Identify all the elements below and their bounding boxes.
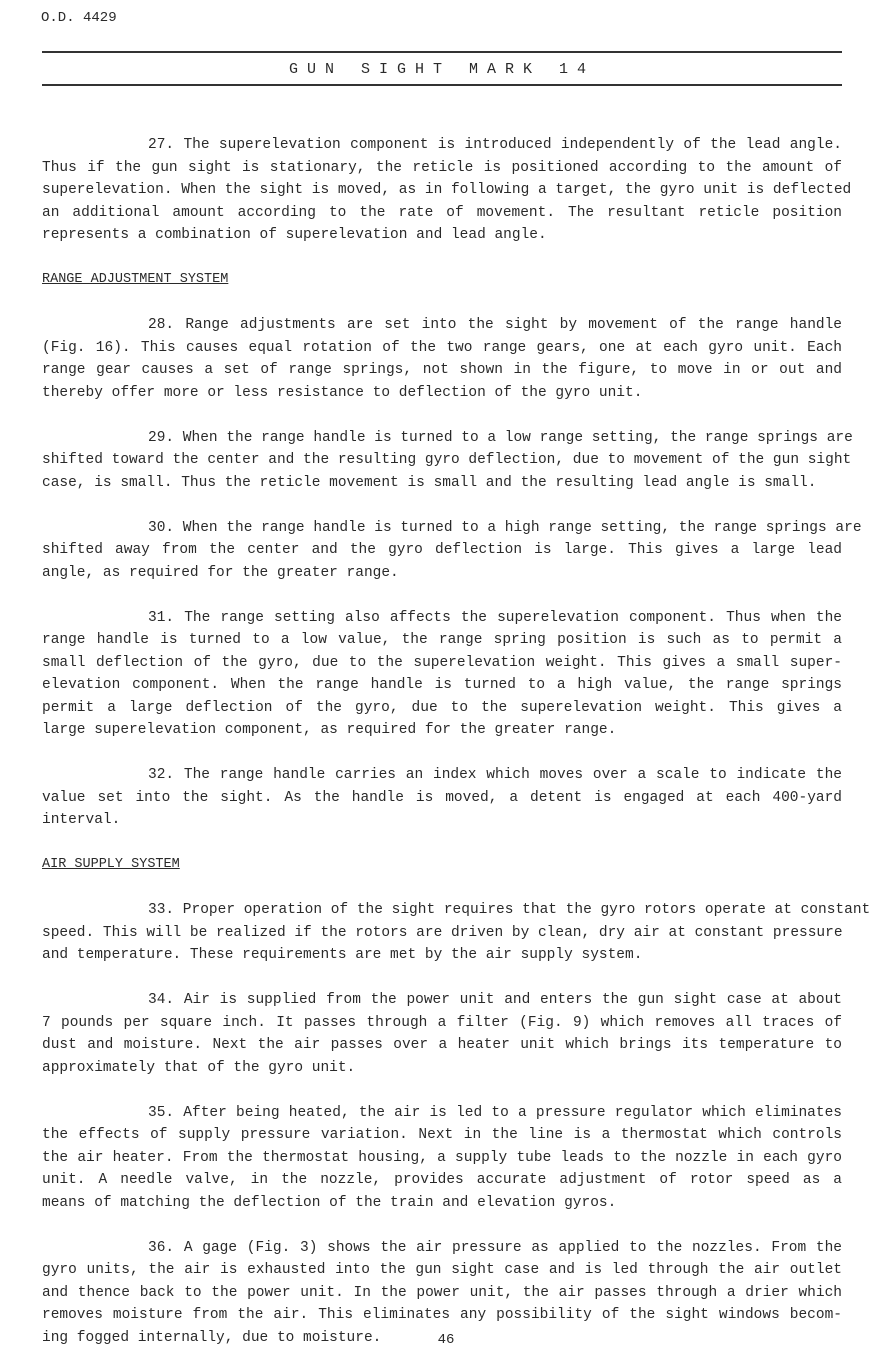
text-line: and thence back to the power unit. In the power unit, the air passes through a drier which: [42, 1284, 842, 1301]
section-heading: AIR SUPPLY SYSTEM: [42, 857, 180, 872]
section-heading: RANGE ADJUSTMENT SYSTEM: [42, 272, 229, 287]
document-id: O.D. 4429: [41, 10, 117, 26]
paragraph: [42, 1102, 842, 1215]
document-body: [42, 134, 871, 1372]
text-line: value set into the sight. As the handle is moved, a detent is engaged at each 400-yard: [42, 789, 842, 806]
text-line: permit a large deflection of the gyro, due to the superelevation weight. This gives a: [42, 699, 842, 716]
text-line: means of matching the deflection of the train and elevation gyros.: [42, 1194, 617, 1211]
header-rule-top: [42, 51, 842, 53]
text-line: 29. When the range handle is turned to a low range setting, the range springs are: [148, 429, 853, 446]
text-line: Thus if the gun sight is stationary, the reticle is positioned according to the amount of: [42, 159, 842, 176]
text-line: 27. The superelevation component is introduced independently of the lead angle.: [148, 137, 842, 153]
text-line: an additional amount according to the rate of movement. The resultant reticle position: [42, 204, 842, 221]
text-line: 32. The range handle carries an index which moves over a scale to indicate the: [148, 767, 842, 783]
text-line: removes moisture from the air. This eliminates any possibility of the sight windows becom-: [42, 1307, 842, 1323]
text-line: (Fig. 16). This causes equal rotation of the two range gears, one at each gyro unit. Each: [42, 339, 842, 356]
paragraph: [42, 764, 842, 832]
paragraph: [42, 427, 853, 495]
header-rule-bottom: [42, 84, 842, 86]
paragraph: [42, 134, 852, 247]
text-line: shifted toward the center and the resulting gyro deflection, due to movement of the gun sight: [42, 452, 852, 468]
text-line: interval.: [42, 812, 121, 828]
text-line: 35. After being heated, the air is led to a pressure regulator which eliminates: [148, 1104, 842, 1121]
text-line: range handle is turned to a low value, the range spring position is such as to permit a: [42, 632, 842, 648]
paragraph: [42, 607, 842, 742]
paragraph: [42, 517, 862, 585]
text-line: small deflection of the gyro, due to the superelevation weight. This gives a small super-: [42, 654, 842, 671]
page-title: GUN SIGHT MARK 14: [288, 61, 596, 78]
paragraph: [42, 899, 871, 967]
text-line: range gear causes a set of range springs, not shown in the figure, to move in or out and: [42, 362, 842, 378]
text-line: and temperature. These requirements are met by the air supply system.: [42, 947, 643, 963]
text-line: gyro units, the air is exhausted into the gun sight case and is led through the air outlet: [42, 1262, 842, 1278]
text-line: angle, as required for the greater range.: [42, 564, 399, 581]
text-line: 36. A gage (Fig. 3) shows the air pressure as applied to the nozzles. From the: [148, 1239, 842, 1256]
text-line: elevation component. When the range handle is turned to a high value, the range springs: [42, 677, 842, 693]
text-line: 34. Air is supplied from the power unit and enters the gun sight case at about: [148, 992, 842, 1008]
text-line: the effects of supply pressure variation. Next in the line is a thermostat which controls: [42, 1127, 842, 1143]
text-line: large superelevation component, as required for the greater range.: [42, 722, 617, 738]
text-line: shifted away from the center and the gyro deflection is large. This gives a large lead: [42, 542, 842, 558]
text-line: case, is small. Thus the reticle movement is small and the resulting lead angle is small.: [42, 474, 817, 491]
text-line: 30. When the range handle is turned to a high range setting, the range springs are: [148, 519, 862, 536]
text-line: superelevation. When the sight is moved, as in following a target, the gyro unit is deflected: [42, 182, 852, 198]
text-line: the air heater. From the thermostat housing, a supply tube leads to the nozzle in each gyro: [42, 1149, 842, 1166]
paragraph: [42, 314, 842, 404]
text-line: ing fogged internally, due to moisture.: [42, 1329, 382, 1346]
text-line: 7 pounds per square inch. It passes through a filter (Fig. 9) which removes all traces of: [42, 1014, 842, 1031]
text-line: represents a combination of superelevation and lead angle.: [42, 227, 547, 243]
text-line: thereby offer more or less resistance to deflection of the gyro unit.: [42, 384, 643, 401]
paragraph: [42, 989, 842, 1079]
page-number: 46: [437, 1332, 455, 1348]
text-line: approximately that of the gyro unit.: [42, 1059, 356, 1076]
text-line: unit. A needle valve, in the nozzle, provides accurate adjustment of rotor speed as a: [42, 1172, 842, 1188]
text-line: 28. Range adjustments are set into the sight by movement of the range handle: [148, 317, 842, 333]
text-line: 33. Proper operation of the sight requires that the gyro rotors operate at constant: [148, 902, 871, 918]
text-line: speed. This will be realized if the rotors are driven by clean, dry air at constant pressure: [42, 924, 843, 941]
text-line: dust and moisture. Next the air passes over a heater unit which brings its temperature to: [42, 1037, 842, 1053]
text-line: 31. The range setting also affects the superelevation component. Thus when the: [148, 609, 842, 626]
